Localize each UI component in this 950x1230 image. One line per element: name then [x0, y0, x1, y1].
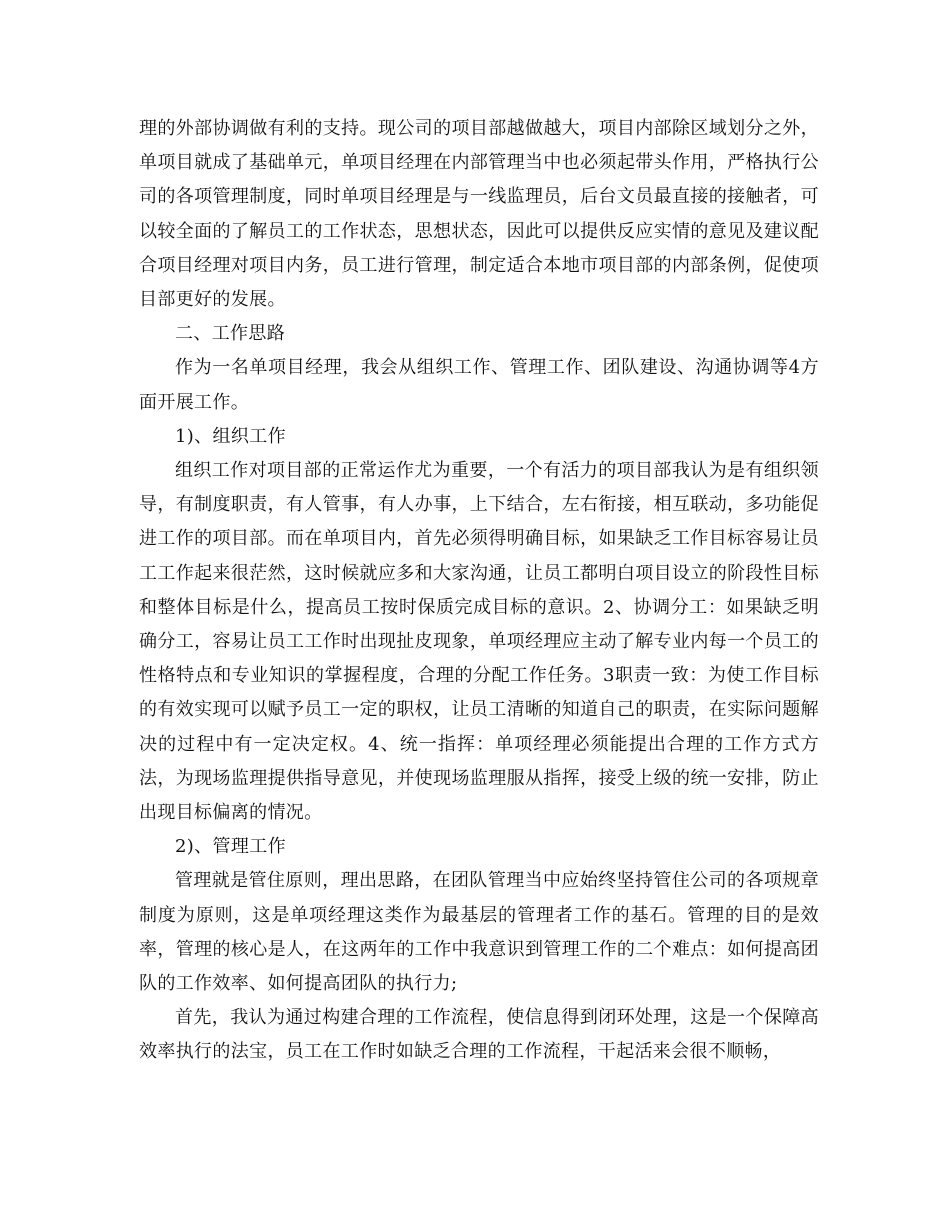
- paragraph-1: 理的外部协调做有利的支持。现公司的项目部越做越大，项目内部除区域划分之外，单项目就成了基础单元，单项目经理在内部管理当中也必须起带头作用，严格执行公司的各项管理制度，同时单项目经理是与一线监理员，后台文员最直接的接触者，可以较全面的了解员工的工作状态，思想状态，因此可以提供反应实情的意见及建议配合项目经理对项目内务，员工进行管理，制定适合本地市项目部的内部条例，促使项目部更好的发展。: [139, 118, 819, 311]
- paragraph-2: 作为一名单项目经理，我会从组织工作、管理工作、团队建设、沟通协调等4方面开展工作。: [139, 357, 819, 413]
- subheading-management-work: 2)、管理工作: [175, 836, 286, 858]
- document-body: [139, 112, 819, 1070]
- subheading-organization-work: 1)、组织工作: [175, 425, 286, 447]
- paragraph-4: 管理就是管住原则，理出思路，在团队管理当中应始终坚持管住公司的各项规章制度为原则，这是单项经理这类作为最基层的管理者工作的基石。管理的目的是效率，管理的核心是人，在这两年的工作中我意识到管理工作的二个难点：如何提高团队的工作效率、如何提高团队的执行力;: [139, 870, 819, 995]
- paragraph-5: 首先，我认为通过构建合理的工作流程，使信息得到闭环处理，这是一个保障高效率执行的法宝，员工在工作时如缺乏合理的工作流程，干起活来会很不顺畅，: [139, 1007, 819, 1063]
- paragraph-3: 组织工作对项目部的正常运作尤为重要，一个有活力的项目部我认为是有组织领导，有制度职责，有人管事，有人办事，上下结合，左右衔接，相互联动，多功能促进工作的项目部。而在单项目内，首先必须得明确目标，如果缺乏工作目标容易让员工工作起来很茫然，这时候就应多和大家沟通，让员工都明白项目设立的阶段性目标和整体目标是什么，提高员工按时保质完成目标的意识。2、协调分工：如果缺乏明确分工，容易让员工工作时出现扯皮现象，单项经理应主动了解专业内每一个员工的性格特点和专业知识的掌握程度，合理的分配工作任务。3职责一致：为使工作目标的有效实现可以赋予员工一定的职权，让员工清晰的知道自己的职责，在实际问题解决的过程中有一定决定权。4、统一指挥：单项经理必须能提出合理的工作方式方法，为现场监理提供指导意见，并使现场监理服从指挥，接受上级的统一安排，防止出现目标偏离的情况。: [139, 460, 819, 824]
- section-heading-work-ideas: 二、工作思路: [175, 323, 286, 345]
